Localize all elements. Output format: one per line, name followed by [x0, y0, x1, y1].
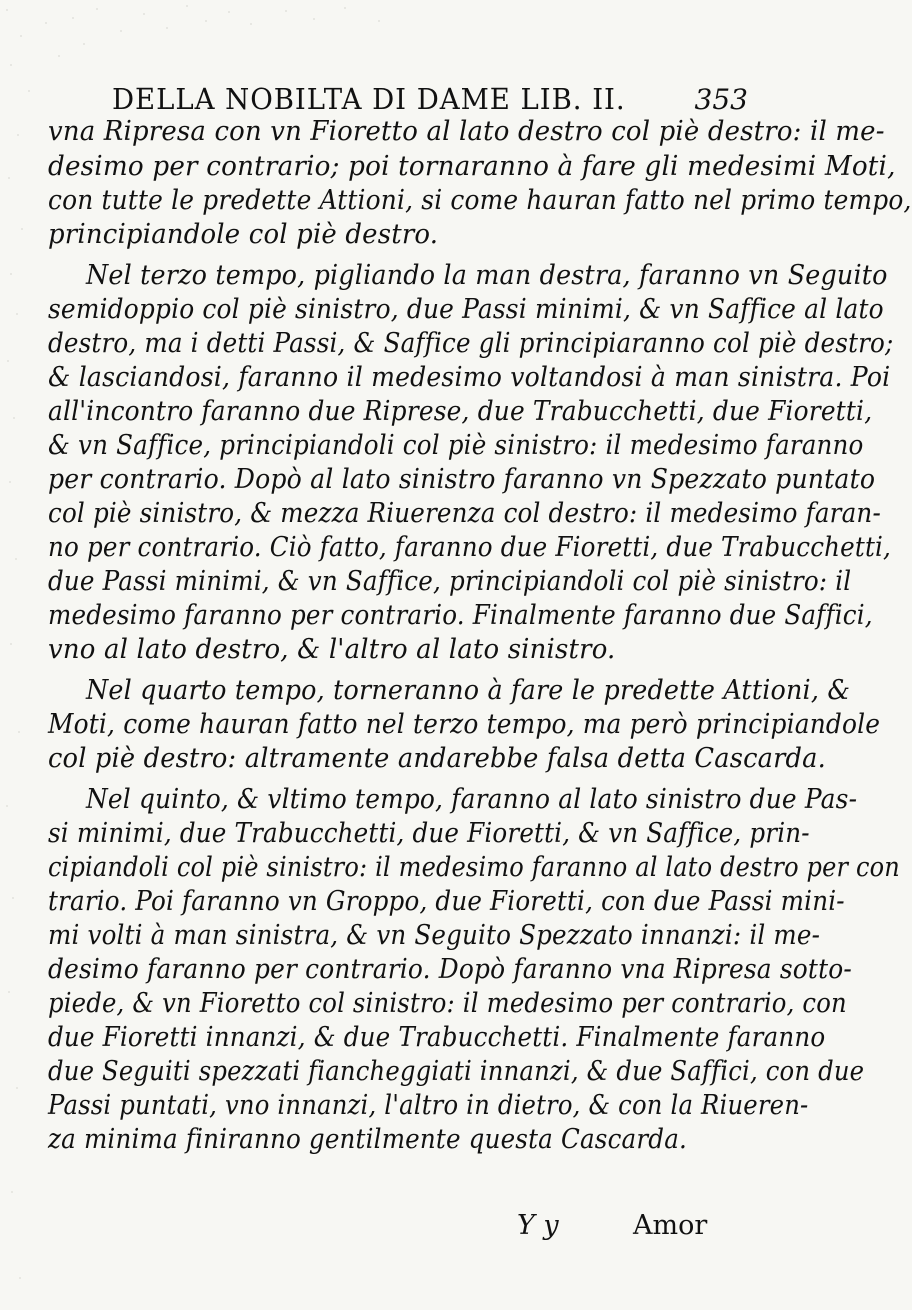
text-line: desimo per contrario; poi tornaranno à fare gli medesimi Moti,	[48, 151, 896, 182]
text-line: con tutte le predette Attioni, si come hauran fatto nel primo tempo,	[48, 185, 912, 216]
text-line: medesimo faranno per contrario. Finalmente faranno due Saffici,	[48, 600, 873, 631]
text-line: piede, & vn Fioretto col sinistro: il medesimo per contrario, con	[48, 988, 847, 1019]
paragraph-start-line: Nel quinto, & vltimo tempo, faranno al lato sinistro due Pas-	[86, 784, 858, 815]
text-line: cipiandoli col piè sinistro: il medesimo faranno al lato destro per con	[48, 852, 900, 883]
paragraph-start-line: Nel terzo tempo, pigliando la man destra, faranno vn Seguito	[86, 260, 888, 291]
signature-mark: Y y	[517, 1210, 559, 1241]
text-line: vno al lato destro, & l'altro al lato sinistro.	[48, 634, 616, 665]
text-line: si minimi, due Trabucchetti, due Fioretti, & vn Saffice, prin-	[48, 818, 810, 849]
text-line: principiandole col piè destro.	[48, 219, 439, 250]
text-line: & lasciandosi, faranno il medesimo voltandosi à man sinistra. Poi	[48, 362, 891, 393]
text-line: no per contrario. Ciò fatto, faranno due Fioretti, due Trabucchetti,	[48, 532, 892, 563]
text-line: & vn Saffice, principiandoli col piè sinistro: il medesimo faranno	[48, 430, 864, 461]
page-number: 353	[694, 83, 748, 116]
catchword: Amor	[633, 1210, 708, 1241]
text-line: all'incontro faranno due Riprese, due Trabucchetti, due Fioretti,	[48, 396, 873, 427]
paragraph-start-line: Nel quarto tempo, torneranno à fare le predette Attioni, &	[86, 675, 851, 706]
text-line: due Seguiti spezzati fiancheggiati innanzi, & due Saffici, con due	[48, 1056, 865, 1087]
text-line: destro, ma i detti Passi, & Saffice gli principiaranno col piè destro;	[48, 328, 894, 359]
text-line: trario. Poi faranno vn Groppo, due Fioretti, con due Passi mini-	[48, 886, 845, 917]
text-line: vna Ripresa con vn Fioretto al lato destro col piè destro: il me-	[48, 116, 885, 147]
text-line: due Passi minimi, & vn Saffice, principiandoli col piè sinistro: il	[48, 566, 852, 597]
running-head-title: DELLA NOBILTA DI DAME LIB. II.	[112, 82, 626, 116]
text-line: col piè sinistro, & mezza Riuerenza col destro: il medesimo faran-	[48, 498, 881, 529]
text-line: desimo faranno per contrario. Dopò faranno vna Ripresa sotto-	[48, 954, 852, 985]
text-line: per contrario. Dopò al lato sinistro faranno vn Spezzato puntato	[48, 464, 876, 495]
text-line: Passi puntati, vno innanzi, l'altro in dietro, & con la Riueren-	[48, 1090, 809, 1121]
text-line: Moti, come hauran fatto nel terzo tempo, ma però principiandole	[48, 709, 881, 740]
text-line: semidoppio col piè sinistro, due Passi minimi, & vn Saffice al lato	[48, 294, 884, 325]
text-line: col piè destro: altramente andarebbe falsa detta Cascarda.	[48, 743, 826, 774]
text-line: mi volti à man sinistra, & vn Seguito Spezzato innanzi: il me-	[48, 920, 821, 951]
text-line: due Fioretti innanzi, & due Trabucchetti. Finalmente faranno	[48, 1022, 826, 1053]
text-line: za minima finiranno gentilmente questa Cascarda.	[48, 1124, 688, 1155]
